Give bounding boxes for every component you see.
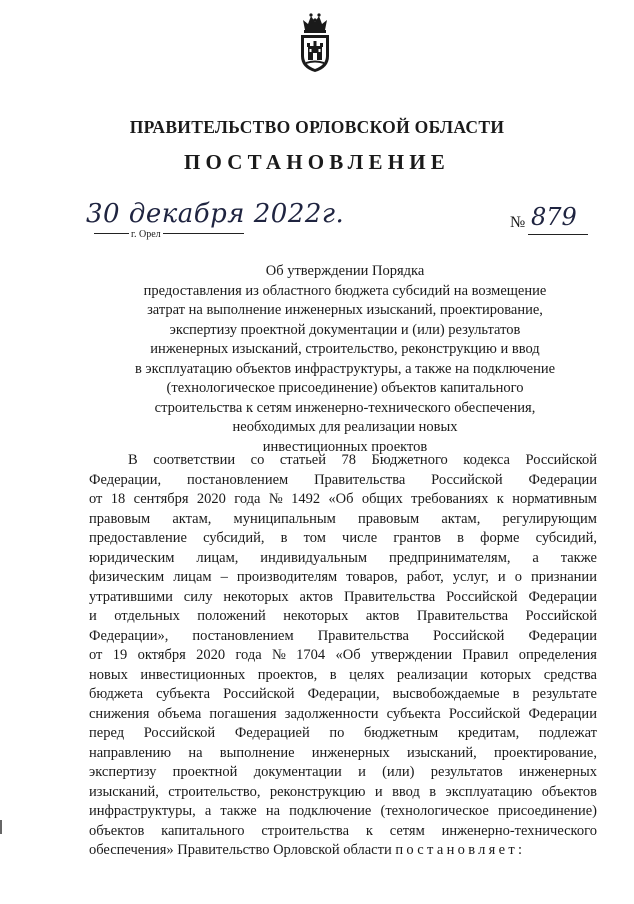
subject-line: Об утверждении Порядка [265, 263, 425, 279]
body-word: средства [543, 666, 597, 683]
subject-line: строительства к сетям инженерно-технического обеспечения, [154, 399, 536, 416]
body-word: Федерации [528, 627, 597, 644]
body-word: 1492 [291, 491, 321, 507]
body-word: также [220, 803, 257, 819]
subject-line: необходимых для реализации новых [232, 419, 458, 435]
body-word: регулирующим [502, 510, 597, 527]
body-line [89, 607, 597, 627]
body-word: реализации [396, 666, 468, 683]
body-word: Правил [462, 647, 509, 663]
body-word: В [128, 452, 138, 468]
body-word: к [365, 822, 373, 839]
body-word: числе [342, 530, 378, 546]
body-word: погашения [209, 705, 277, 722]
body-word: и [374, 783, 383, 800]
body-word: на [188, 744, 203, 761]
body-word: подключение [289, 803, 372, 819]
body-word: предоставление [89, 530, 187, 546]
body-word: (или) [382, 764, 415, 780]
body-word: объектов [541, 783, 597, 800]
body-word: Российской [525, 608, 597, 624]
body-word: признании [530, 569, 597, 585]
body-word: а [204, 803, 212, 819]
body-line [89, 705, 597, 725]
body-word: результатов [430, 764, 503, 780]
body-word: некоторых [283, 608, 349, 624]
body-word: муниципальным [233, 510, 336, 527]
body-word: бюджета [89, 686, 144, 702]
body-word: лицам, [196, 549, 239, 566]
body-word: силу [183, 588, 213, 605]
body-word: юридическим [89, 549, 175, 566]
body-word: общих [361, 491, 403, 507]
subject-line: предоставления из областного бюджета субсидий на возмещение [143, 282, 547, 299]
body-word: Федерации, [89, 471, 162, 488]
body-word: инфраструктуры, [89, 803, 196, 819]
document-type-title: ПОСТАНОВЛЕНИЕ [183, 150, 451, 174]
body-word: направлению [89, 744, 172, 761]
body-word: присоединение) [497, 803, 597, 819]
body-word: строительство, [168, 783, 261, 800]
body-word: соответствии [153, 452, 236, 468]
body-word: правовым [357, 510, 420, 527]
body-word: некоторых [223, 588, 289, 605]
body-line [89, 529, 597, 549]
subject-line: инвестиционных проектов [262, 438, 428, 455]
body-word: товаров, [346, 569, 398, 585]
body-word: года [234, 491, 261, 507]
body-word: в [429, 783, 437, 800]
body-word: капитального [161, 822, 245, 839]
body-word: субъекта [386, 705, 441, 722]
handwritten-date: 30 декабря 2022г. [86, 199, 345, 229]
body-word: нормативным [512, 491, 597, 507]
body-word: реконструкцию [269, 783, 366, 800]
body-word: сетям [389, 822, 425, 839]
body-word: 19 [112, 647, 128, 663]
body-word: № [272, 647, 286, 663]
body-word: от [89, 647, 103, 663]
body-word: 18 [110, 491, 126, 507]
government-title: ПРАВИТЕЛЬСТВО ОРЛОВСКОЙ ОБЛАСТИ [129, 117, 505, 137]
body-word: выполнение [219, 744, 295, 761]
body-word: определения [518, 647, 597, 663]
document-subject [90, 262, 600, 457]
body-word: ввод [392, 783, 420, 800]
body-word: 1704 [296, 647, 326, 663]
body-word: проектирование, [493, 744, 597, 761]
body-word: экспертизу [89, 764, 157, 780]
body-word: Российской [525, 452, 597, 468]
body-word: в [329, 666, 337, 683]
body-word: индивидуальным [260, 549, 368, 566]
body-word: кредитам, [457, 725, 520, 741]
body-word: и [497, 569, 506, 585]
subject-line: (технологическое присоединение) объектов капитального [166, 380, 524, 396]
subject-line: инженерных изысканий, строительство, реконструкцию и ввод [150, 341, 540, 357]
body-line [89, 802, 597, 822]
resolution-word: постановляет: [395, 842, 526, 858]
body-word: субсидий, [535, 530, 597, 546]
body-word: инженерно-технического [441, 822, 597, 839]
body-word: перед [89, 725, 125, 741]
body-word: 2020 [196, 491, 226, 507]
body-word: в [457, 530, 464, 546]
body-word: объектов [89, 822, 145, 839]
body-word: лицам [173, 569, 212, 585]
subject-line: затрат на выполнение инженерных изысканий, проектирование, [147, 302, 543, 318]
body-word: документации [253, 764, 342, 780]
body-word: Российской [143, 725, 216, 741]
body-word: Федерацией [234, 725, 310, 741]
body-word: в [280, 530, 288, 546]
body-word: Федерации», [89, 627, 169, 644]
body-word: том [303, 530, 326, 546]
body-word: форме [480, 530, 520, 546]
body-line [89, 763, 597, 783]
body-word: Федерации [528, 471, 597, 488]
body-word: проектной [172, 764, 238, 780]
body-word: изысканий, [406, 744, 477, 761]
body-word: Российской [431, 471, 503, 488]
body-word: также [560, 549, 597, 566]
body-word: Федерации [528, 588, 597, 605]
body-word: (технологическое [380, 803, 489, 819]
body-line [89, 549, 597, 569]
body-line [89, 627, 597, 647]
body-line [89, 666, 597, 686]
body-word: предпринимателям, [388, 549, 511, 566]
body-word: утратившими [89, 588, 173, 605]
body-word: целях [349, 666, 385, 683]
body-word: от [89, 491, 103, 507]
body-line [89, 510, 597, 530]
body-word: года [235, 647, 262, 663]
body-word: правовым [89, 510, 151, 527]
body-word: «Об [328, 491, 354, 507]
body-word: новых [89, 666, 128, 683]
city-label: г. Орел [131, 229, 161, 240]
body-word: Правительства [314, 471, 406, 488]
body-word: инженерных [518, 764, 597, 780]
body-line [89, 685, 597, 705]
body-word: актов [299, 588, 334, 605]
body-word: постановлением [186, 471, 289, 488]
body-word: снижения [89, 705, 150, 722]
body-word: Федерации, [307, 686, 380, 702]
body-line [89, 724, 597, 744]
body-line [89, 588, 597, 608]
body-word: инженерных [311, 744, 390, 761]
body-line [89, 744, 597, 764]
body-word: утверждении [370, 647, 453, 663]
body-word: производителям [236, 569, 338, 585]
body-word: кодекса [463, 452, 510, 468]
body-line [89, 490, 597, 510]
body-word: актов [365, 608, 400, 624]
body-word: результате [532, 686, 597, 702]
body-word: требованиях [411, 491, 489, 507]
orel-oblast-coat-of-arms-icon [297, 12, 333, 74]
body-word: подлежат [538, 725, 597, 741]
date-underline [94, 233, 244, 234]
body-line [89, 783, 597, 803]
body-word: работ, [406, 569, 444, 585]
body-word: со [250, 452, 265, 468]
body-word: а [532, 549, 539, 566]
body-word: Российской [223, 686, 295, 702]
body-word: Российской [432, 627, 505, 644]
body-word: Правительства [416, 608, 509, 624]
number-label: № [510, 214, 526, 231]
body-word: субсидий, [203, 530, 265, 546]
body-word: строительства [261, 822, 350, 839]
subject-line: в эксплуатацию объектов инфраструктуры, а также на подключение [134, 360, 556, 377]
number-underline [528, 234, 588, 235]
subject-line: экспертизу проектной документации и (или) результатов [169, 321, 521, 338]
body-word: Федерации [528, 705, 597, 722]
body-word: отдельных [114, 608, 180, 624]
body-word: актам, [441, 510, 481, 527]
body-word: проектов, [257, 666, 318, 683]
body-word: и [89, 608, 97, 624]
body-word: изысканий, [89, 783, 159, 800]
body-word: эксплуатацию [445, 783, 533, 800]
body-word: грантов [393, 530, 441, 546]
body-word: постановлением [192, 627, 294, 644]
body-word: актам, [172, 510, 212, 527]
body-word: Правительства [317, 627, 409, 644]
document-body [89, 451, 597, 861]
body-word: в [512, 686, 520, 702]
body-word: которых [480, 666, 532, 683]
body-word: положений [197, 608, 266, 624]
body-word: на [265, 803, 281, 819]
body-word: Правительства [343, 588, 436, 605]
body-word: Российской [448, 705, 521, 722]
body-word: инвестиционных [140, 666, 246, 683]
body-word: бюджетным [364, 725, 439, 741]
handwritten-number: 879 [531, 203, 577, 231]
body-word: услуг, [452, 569, 489, 585]
body-word: – [220, 569, 228, 585]
body-word: № [268, 491, 283, 507]
body-word: Российской [446, 588, 518, 605]
body-word: 78 [341, 452, 357, 468]
body-word: объема [157, 705, 202, 722]
body-line [89, 568, 597, 588]
body-line [89, 822, 597, 842]
body-word: сентября [133, 491, 189, 507]
body-word: физическим [89, 569, 165, 585]
body-word: Бюджетного [371, 452, 448, 468]
body-word: о [514, 569, 522, 585]
body-word: субъекта [156, 686, 211, 702]
body-word: задолженности [284, 705, 379, 722]
scan-edge-mark [0, 820, 2, 834]
body-word: статьей [279, 452, 326, 468]
body-word: к [496, 491, 504, 507]
body-word: 2020 [196, 647, 226, 663]
body-word: по [329, 725, 345, 741]
body-word: высвобождаемые [392, 686, 500, 702]
body-line [89, 471, 597, 491]
body-word: и [358, 764, 366, 780]
body-line [89, 451, 597, 471]
body-word: «Об [335, 647, 361, 663]
body-word: октября [137, 647, 186, 663]
body-last-prefix: обеспечения» Правительство Орловской области [89, 842, 392, 858]
body-line [89, 646, 597, 666]
body-line-last [89, 841, 597, 861]
